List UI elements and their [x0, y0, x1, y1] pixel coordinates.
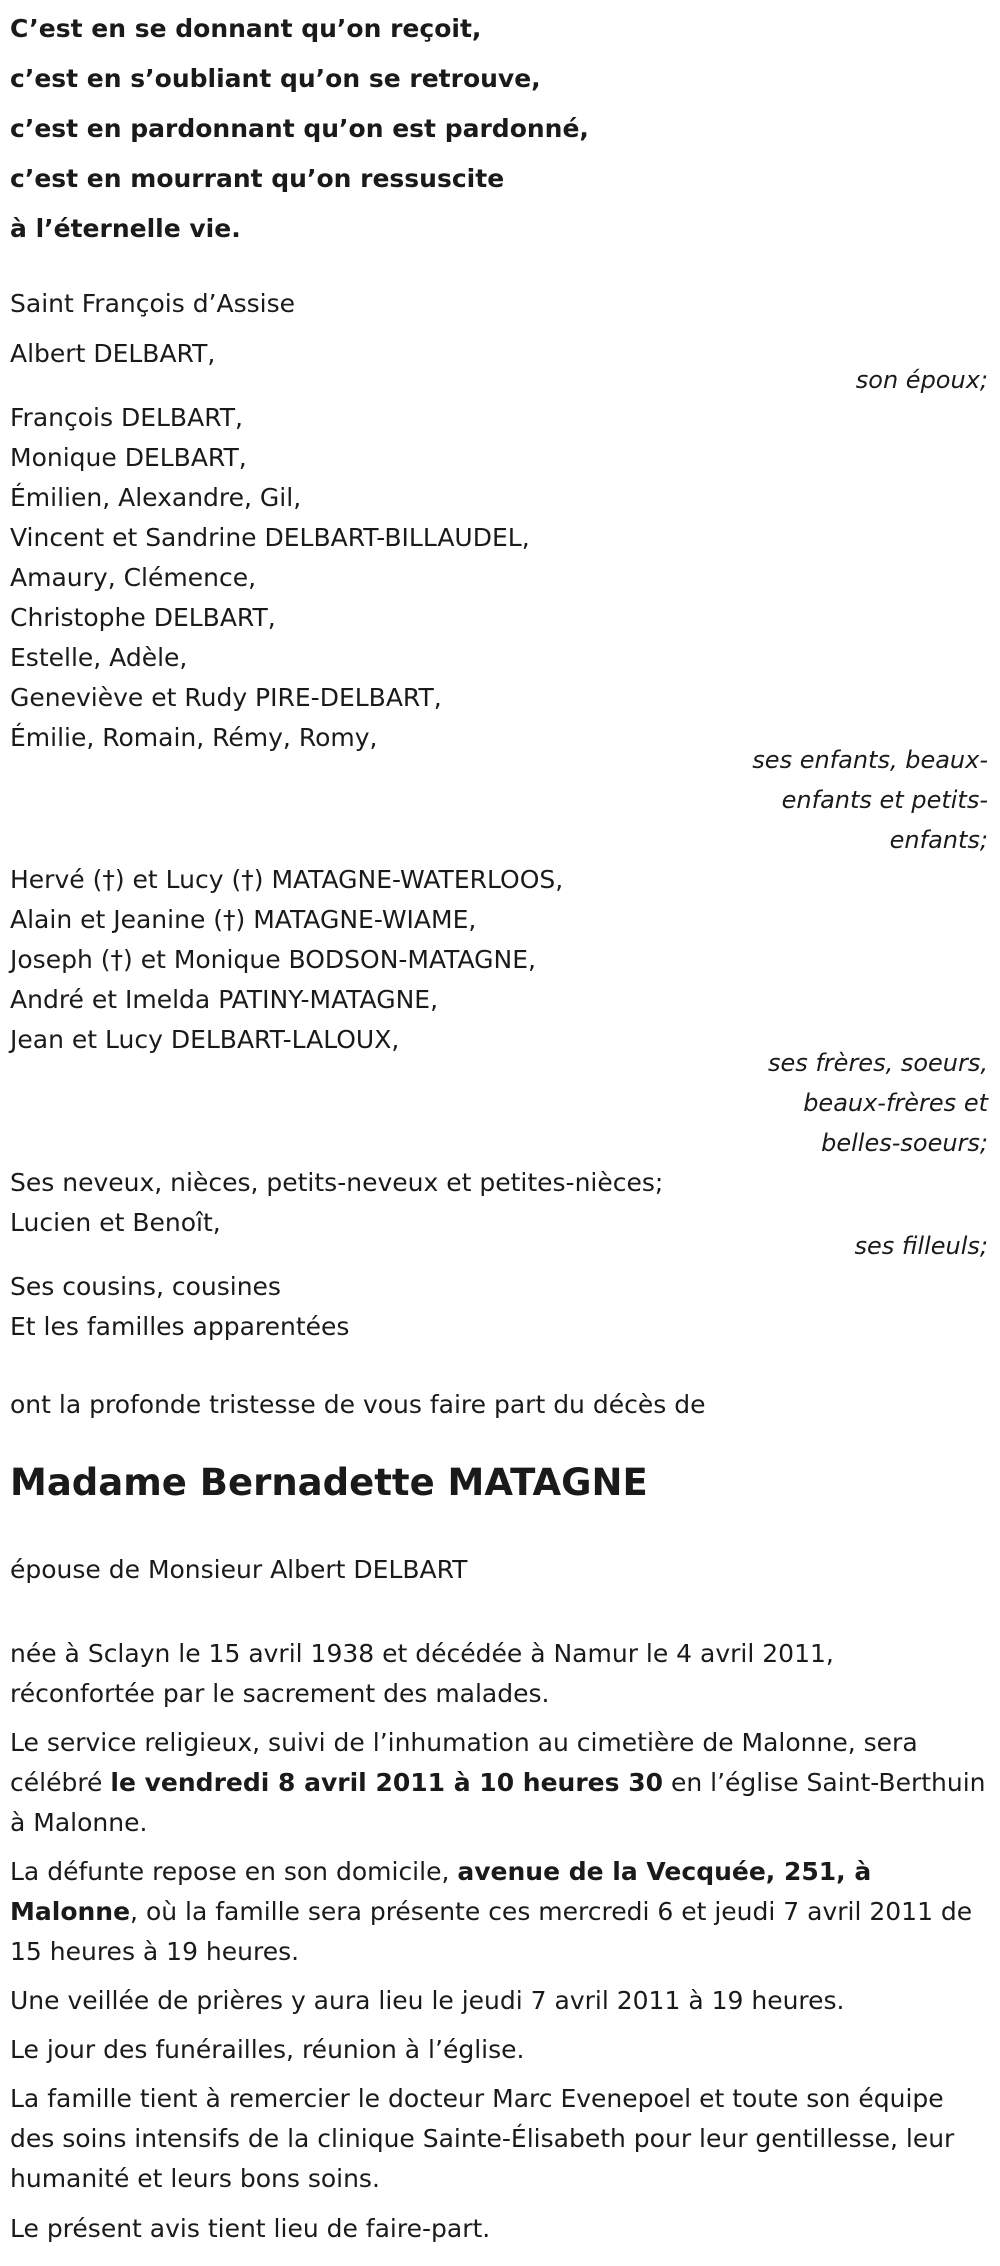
service-datetime: le vendredi 8 avril 2011 à 10 heures 30	[110, 1768, 664, 1797]
birth-death-paragraph	[10, 1634, 990, 1714]
godchildren-role: ses filleuls;	[854, 1232, 988, 1260]
notice-paragraph: Le présent avis tient lieu de faire-part.	[10, 2214, 491, 2243]
role-line: ses frères, soeurs,	[767, 1049, 988, 1077]
family-member: André et Imelda PATINY-MATAGNE,	[10, 985, 439, 1014]
rest-paragraph	[10, 1852, 990, 1972]
godchildren-line: Lucien et Benoît,	[10, 1208, 221, 1237]
role-line: enfants;	[889, 826, 988, 854]
nephews-line: Ses neveux, nièces, petits-neveux et petites-nièces;	[10, 1168, 664, 1197]
service-location: en l’église Saint-Berthuin à Malonne.	[10, 1768, 986, 1837]
birth-death-line: née à Sclayn le 15 avril 1938 et décédée à Namur le 4 avril 2011,	[10, 1639, 834, 1668]
family-line: Ses cousins, cousines	[10, 1272, 281, 1301]
quote-line: c’est en mourrant qu’on ressuscite	[10, 164, 505, 193]
family-member: Christophe DELBART,	[10, 603, 276, 632]
family-member: Estelle, Adèle,	[10, 643, 188, 672]
meeting-paragraph: Le jour des funérailles, réunion à l’église.	[10, 2035, 525, 2064]
cousins-list	[10, 1267, 349, 1347]
quote-line: à l’éternelle vie.	[10, 214, 241, 243]
family-member: Monique DELBART,	[10, 443, 247, 472]
family-member: Hervé (†) et Lucy (†) MATAGNE-WATERLOOS,	[10, 865, 564, 894]
role-line: beaux-frères et	[803, 1089, 988, 1117]
thanks-paragraph: La famille tient à remercier le docteur Marc Evenepoel et toute son équipe des soins intensifs de la clinique Sainte-Élisabeth pour leur gentillesse, leur humanité et leurs bons soins.	[10, 2084, 955, 2193]
vigil-paragraph: Une veillée de prières y aura lieu le jeudi 7 avril 2011 à 19 heures.	[10, 1986, 845, 2015]
quote-line: C’est en se donnant qu’on reçoit,	[10, 14, 482, 43]
service-text: Le service religieux, suivi de l’inhumation au cimetière de Malonne, sera célébré	[10, 1728, 918, 1797]
spouse-role: son époux;	[855, 366, 988, 394]
spouse-name: Albert DELBART,	[10, 339, 216, 368]
family-member: Amaury, Clémence,	[10, 563, 257, 592]
family-member: Joseph (†) et Monique BODSON-MATAGNE,	[10, 945, 536, 974]
quote-line: c’est en s’oubliant qu’on se retrouve,	[10, 64, 541, 93]
quote-author: Saint François d’Assise	[10, 289, 296, 318]
birth-death-line: réconfortée par le sacrement des malades.	[10, 1679, 550, 1708]
family-member: Vincent et Sandrine DELBART-BILLAUDEL,	[10, 523, 530, 552]
family-member: Émilien, Alexandre, Gil,	[10, 483, 302, 512]
role-line: enfants et petits-	[781, 786, 988, 814]
family-member: Alain et Jeanine (†) MATAGNE-WIAME,	[10, 905, 477, 934]
siblings-list	[10, 860, 563, 1060]
rest-hours: , où la famille sera présente ces mercredi 6 et jeudi 7 avril 2011 de 15 heures à 19 heures.	[10, 1897, 973, 1966]
siblings-role	[768, 1043, 988, 1163]
role-line: ses enfants, beaux-	[752, 746, 988, 774]
children-role	[752, 740, 988, 860]
deceased-name: Madame Bernadette MATAGNE	[10, 1461, 648, 1504]
rest-address: avenue de la Vecquée, 251, à Malonne	[10, 1857, 872, 1926]
role-line: belles-soeurs;	[821, 1129, 988, 1157]
rest-text: La défunte repose en son domicile,	[10, 1857, 458, 1886]
family-member: Geneviève et Rudy PIRE-DELBART,	[10, 683, 442, 712]
family-member: Émilie, Romain, Rémy, Romy,	[10, 723, 378, 752]
family-line: Et les familles apparentées	[10, 1312, 350, 1341]
children-list	[10, 398, 530, 758]
announcement-text: ont la profonde tristesse de vous faire part du décès de	[10, 1390, 706, 1419]
service-paragraph	[10, 1723, 990, 1843]
opening-quote	[10, 4, 589, 254]
family-member: Jean et Lucy DELBART-LALOUX,	[10, 1025, 400, 1054]
quote-line: c’est en pardonnant qu’on est pardonné,	[10, 114, 589, 143]
deceased-spouse: épouse de Monsieur Albert DELBART	[10, 1555, 468, 1584]
family-member: François DELBART,	[10, 403, 243, 432]
